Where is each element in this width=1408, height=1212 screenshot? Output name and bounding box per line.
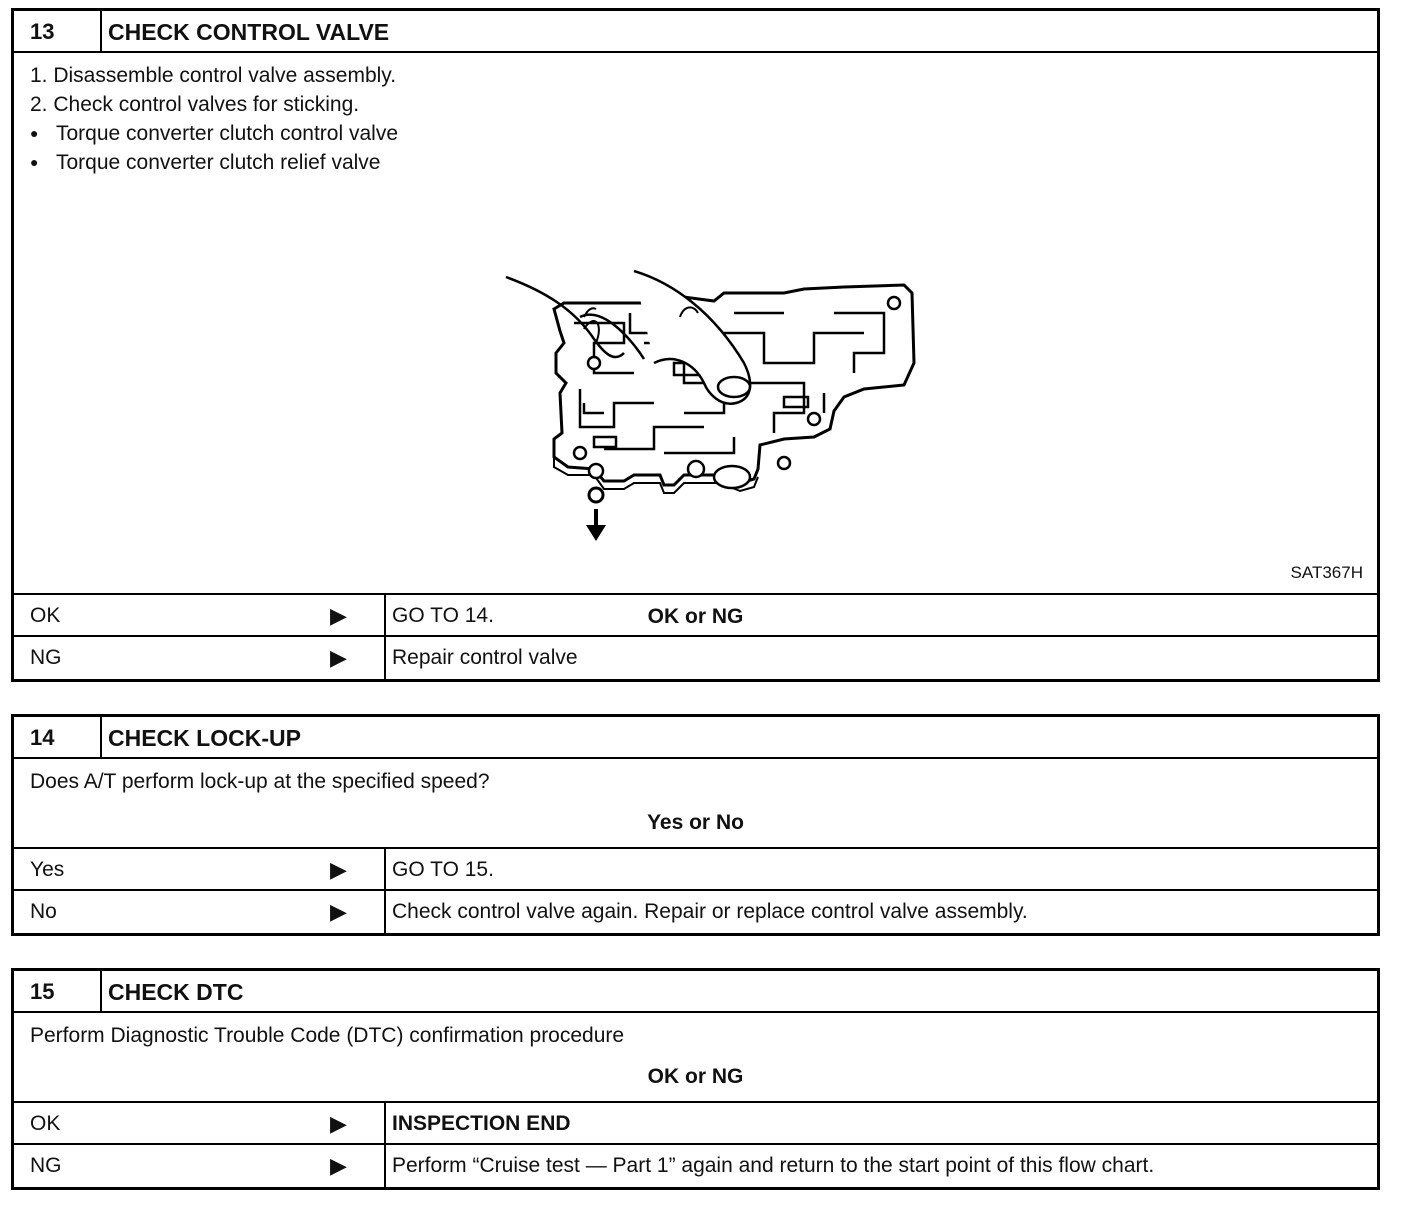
result-question: OK or NG	[647, 605, 744, 628]
result-row-no	[14, 891, 1377, 933]
step-header	[14, 971, 1377, 1013]
bullet-item	[30, 148, 1361, 177]
step-number: 15	[14, 971, 102, 1011]
step-number: 13	[14, 11, 102, 51]
instruction-line: 1. Disassemble control valve assembly.	[30, 64, 397, 87]
step-title: CHECK DTC	[108, 979, 244, 1005]
result-row-ok	[14, 1103, 1377, 1145]
result-label	[14, 849, 386, 889]
result-question: Yes or No	[647, 811, 744, 834]
control-valve-illustration	[484, 213, 924, 543]
step-title: CHECK CONTROL VALVE	[108, 19, 390, 45]
result-label-text: NG	[30, 646, 62, 669]
right-arrow-icon: ▶	[330, 1153, 347, 1178]
result-action: INSPECTION END	[392, 1112, 571, 1135]
result-label	[14, 595, 386, 635]
instruction-line: Perform Diagnostic Trouble Code (DTC) confirmation procedure	[30, 1024, 625, 1047]
step-header	[14, 11, 1377, 53]
step-13	[11, 8, 1380, 682]
result-question: OK or NG	[647, 1065, 744, 1088]
result-action: Repair control valve	[392, 646, 578, 669]
result-label-text: No	[30, 900, 57, 923]
step-number: 14	[14, 717, 102, 757]
step-body	[14, 759, 1377, 849]
result-action: Perform “Cruise test — Part 1” again and return to the start point of this flow chart.	[392, 1154, 1155, 1177]
step-15	[11, 968, 1380, 1190]
right-arrow-icon: ▶	[330, 899, 347, 924]
result-action: GO TO 14.	[392, 604, 494, 627]
result-action: Check control valve again. Repair or replace control valve assembly.	[392, 900, 1028, 923]
bullet-text: Torque converter clutch relief valve	[56, 151, 381, 174]
right-arrow-icon: ▶	[330, 857, 347, 882]
result-row-ng	[14, 637, 1377, 679]
step-header	[14, 717, 1377, 759]
instruction-line: Does A/T perform lock-up at the specified speed?	[30, 770, 490, 793]
result-label	[14, 1103, 386, 1143]
result-action: GO TO 15.	[392, 858, 494, 881]
result-label	[14, 637, 386, 679]
figure-code: SAT367H	[1290, 563, 1363, 582]
right-arrow-icon: ▶	[330, 1111, 347, 1136]
bullet-text: Torque converter clutch control valve	[56, 122, 398, 145]
result-row-ok	[14, 595, 1377, 637]
right-arrow-icon: ▶	[330, 603, 347, 628]
result-label-text: NG	[30, 1154, 62, 1177]
result-label	[14, 891, 386, 933]
result-label	[14, 1145, 386, 1187]
bullet-item	[30, 119, 1361, 148]
step-body	[14, 1013, 1377, 1103]
result-label-text: OK	[30, 604, 61, 627]
result-row-yes	[14, 849, 1377, 891]
result-label-text: OK	[30, 1112, 61, 1135]
result-row-ng	[14, 1145, 1377, 1187]
step-title: CHECK LOCK-UP	[108, 725, 301, 751]
instruction-line: 2. Check control valves for sticking.	[30, 93, 360, 116]
right-arrow-icon: ▶	[330, 645, 347, 670]
result-label-text: Yes	[30, 858, 65, 881]
step-14	[11, 714, 1380, 936]
